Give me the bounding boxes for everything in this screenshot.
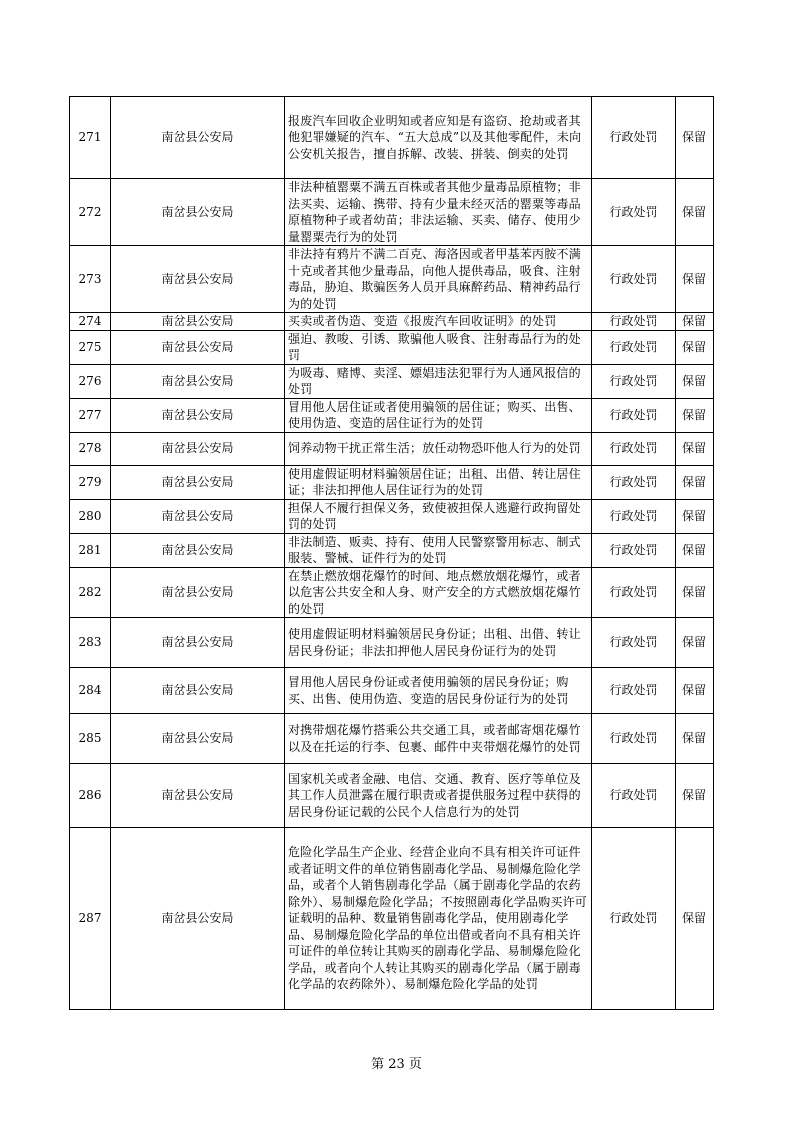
status-value: 保留 xyxy=(676,828,714,1010)
row-number: 282 xyxy=(70,567,111,618)
table-row xyxy=(70,567,714,618)
power-type: 行政处罚 xyxy=(592,246,676,313)
power-type: 行政处罚 xyxy=(592,398,676,432)
row-number: 275 xyxy=(70,330,111,364)
department-name: 南岔县公安局 xyxy=(111,246,285,313)
row-number: 280 xyxy=(70,499,111,533)
row-number: 273 xyxy=(70,246,111,313)
power-type: 行政处罚 xyxy=(592,432,676,465)
row-number: 276 xyxy=(70,364,111,398)
status-value: 保留 xyxy=(676,714,714,764)
status-value: 保留 xyxy=(676,179,714,246)
status-value: 保留 xyxy=(676,432,714,465)
item-description: 为吸毒、赌博、卖淫、嫖娼违法犯罪行为人通风报信的处罚 xyxy=(285,364,592,398)
table-row xyxy=(70,533,714,567)
status-value: 保留 xyxy=(676,465,714,499)
power-type: 行政处罚 xyxy=(592,97,676,179)
row-number: 279 xyxy=(70,465,111,499)
row-number: 277 xyxy=(70,398,111,432)
row-number: 287 xyxy=(70,828,111,1010)
item-description: 强迫、教唆、引诱、欺骗他人吸食、注射毒品行为的处罚 xyxy=(285,330,592,364)
table-row xyxy=(70,97,714,179)
department-name: 南岔县公安局 xyxy=(111,714,285,764)
department-name: 南岔县公安局 xyxy=(111,313,285,331)
item-description: 非法制造、贩卖、持有、使用人民警察警用标志、制式服装、警械、证件行为的处罚 xyxy=(285,533,592,567)
power-type: 行政处罚 xyxy=(592,313,676,331)
power-type: 行政处罚 xyxy=(592,330,676,364)
status-value: 保留 xyxy=(676,668,714,714)
row-number: 272 xyxy=(70,179,111,246)
power-type: 行政处罚 xyxy=(592,618,676,668)
power-type: 行政处罚 xyxy=(592,499,676,533)
table-row xyxy=(70,330,714,364)
power-type: 行政处罚 xyxy=(592,465,676,499)
department-name: 南岔县公安局 xyxy=(111,398,285,432)
department-name: 南岔县公安局 xyxy=(111,465,285,499)
power-type: 行政处罚 xyxy=(592,668,676,714)
department-name: 南岔县公安局 xyxy=(111,499,285,533)
department-name: 南岔县公安局 xyxy=(111,618,285,668)
status-value: 保留 xyxy=(676,533,714,567)
table-row xyxy=(70,432,714,465)
power-type: 行政处罚 xyxy=(592,364,676,398)
department-name: 南岔县公安局 xyxy=(111,330,285,364)
status-value: 保留 xyxy=(676,364,714,398)
status-value: 保留 xyxy=(676,499,714,533)
table-body xyxy=(70,97,714,1010)
row-number: 286 xyxy=(70,764,111,828)
status-value: 保留 xyxy=(676,246,714,313)
department-name: 南岔县公安局 xyxy=(111,668,285,714)
table-row xyxy=(70,618,714,668)
department-name: 南岔县公安局 xyxy=(111,533,285,567)
table-row xyxy=(70,764,714,828)
power-type: 行政处罚 xyxy=(592,764,676,828)
power-type: 行政处罚 xyxy=(592,828,676,1010)
status-value: 保留 xyxy=(676,764,714,828)
item-description: 饲养动物干扰正常生活；放任动物恐吓他人行为的处罚 xyxy=(285,432,592,465)
status-value: 保留 xyxy=(676,313,714,331)
item-description: 冒用他人居住证或者使用骗领的居住证；购买、出售、使用伪造、变造的居住证行为的处罚 xyxy=(285,398,592,432)
department-name: 南岔县公安局 xyxy=(111,432,285,465)
page-number: 第 23 页 xyxy=(371,1057,422,1072)
table-row xyxy=(70,313,714,331)
row-number: 285 xyxy=(70,714,111,764)
penalty-items-table xyxy=(69,96,714,1010)
item-description: 使用虚假证明材料骗领居住证；出租、出借、转让居住证；非法扣押他人居住证行为的处罚 xyxy=(285,465,592,499)
power-type: 行政处罚 xyxy=(592,567,676,618)
department-name: 南岔县公安局 xyxy=(111,764,285,828)
department-name: 南岔县公安局 xyxy=(111,364,285,398)
department-name: 南岔县公安局 xyxy=(111,179,285,246)
row-number: 271 xyxy=(70,97,111,179)
table-row xyxy=(70,179,714,246)
table-row xyxy=(70,465,714,499)
item-description: 国家机关或者金融、电信、交通、教育、医疗等单位及其工作人员泄露在履行职责或者提供服务过程中获得的居民身份证记载的公民个人信息行为的处罚 xyxy=(285,764,592,828)
table-row xyxy=(70,714,714,764)
item-description: 担保人不履行担保义务，致使被担保人逃避行政拘留处罚的处罚 xyxy=(285,499,592,533)
item-description: 危险化学品生产企业、经营企业向不具有相关许可证件或者证明文件的单位销售剧毒化学品、易制爆危险化学品，或者个人销售剧毒化学品（属于剧毒化学品的农药除外）、易制爆危险化学品；不按照剧毒化学品购买许可证载明的品种、数量销售剧毒化学品，使用剧毒化学品、易制爆危险化学品的单位出借或者向不具有相关许可证件的单位转让其购买的剧毒化学品、易制爆危险化学品，或者向个人转让其购买的剧毒化学品（属于剧毒化学品的农药除外）、易制爆危险化学品的处罚 xyxy=(285,828,592,1010)
item-description: 冒用他人居民身份证或者使用骗领的居民身份证；购买、出售、使用伪造、变造的居民身份证行为的处罚 xyxy=(285,668,592,714)
department-name: 南岔县公安局 xyxy=(111,97,285,179)
table-row xyxy=(70,246,714,313)
item-description: 使用虚假证明材料骗领居民身份证；出租、出借、转让居民身份证；非法扣押他人居民身份证行为的处罚 xyxy=(285,618,592,668)
row-number: 284 xyxy=(70,668,111,714)
row-number: 278 xyxy=(70,432,111,465)
row-number: 274 xyxy=(70,313,111,331)
row-number: 283 xyxy=(70,618,111,668)
status-value: 保留 xyxy=(676,618,714,668)
table-row xyxy=(70,398,714,432)
table-row xyxy=(70,499,714,533)
item-description: 报废汽车回收企业明知或者应知是有盗窃、抢劫或者其他犯罪嫌疑的汽车、“五大总成”以及其他零配件，未向公安机关报告，擅自拆解、改装、拼装、倒卖的处罚 xyxy=(285,97,592,179)
power-type: 行政处罚 xyxy=(592,179,676,246)
status-value: 保留 xyxy=(676,567,714,618)
table-row xyxy=(70,364,714,398)
row-number: 281 xyxy=(70,533,111,567)
status-value: 保留 xyxy=(676,398,714,432)
item-description: 在禁止燃放烟花爆竹的时间、地点燃放烟花爆竹，或者以危害公共安全和人身、财产安全的方式燃放烟花爆竹的处罚 xyxy=(285,567,592,618)
status-value: 保留 xyxy=(676,330,714,364)
power-type: 行政处罚 xyxy=(592,714,676,764)
item-description: 非法持有鸦片不满二百克、海洛因或者甲基苯丙胺不满十克或者其他少量毒品，向他人提供毒品，吸食、注射毒品，胁迫、欺骗医务人员开具麻醉药品、精神药品行为的处罚 xyxy=(285,246,592,313)
table-row xyxy=(70,668,714,714)
table-row xyxy=(70,828,714,1010)
item-description: 买卖或者伪造、变造《报废汽车回收证明》的处罚 xyxy=(285,313,592,331)
power-type: 行政处罚 xyxy=(592,533,676,567)
status-value: 保留 xyxy=(676,97,714,179)
item-description: 非法种植罂粟不满五百株或者其他少量毒品原植物；非法买卖、运输、携带、持有少量未经灭活的罂粟等毒品原植物种子或者幼苗；非法运输、买卖、储存、使用少量罂粟壳行为的处罚 xyxy=(285,179,592,246)
item-description: 对携带烟花爆竹搭乘公共交通工具，或者邮寄烟花爆竹以及在托运的行李、包裹、邮件中夹带烟花爆竹的处罚 xyxy=(285,714,592,764)
department-name: 南岔县公安局 xyxy=(111,567,285,618)
department-name: 南岔县公安局 xyxy=(111,828,285,1010)
